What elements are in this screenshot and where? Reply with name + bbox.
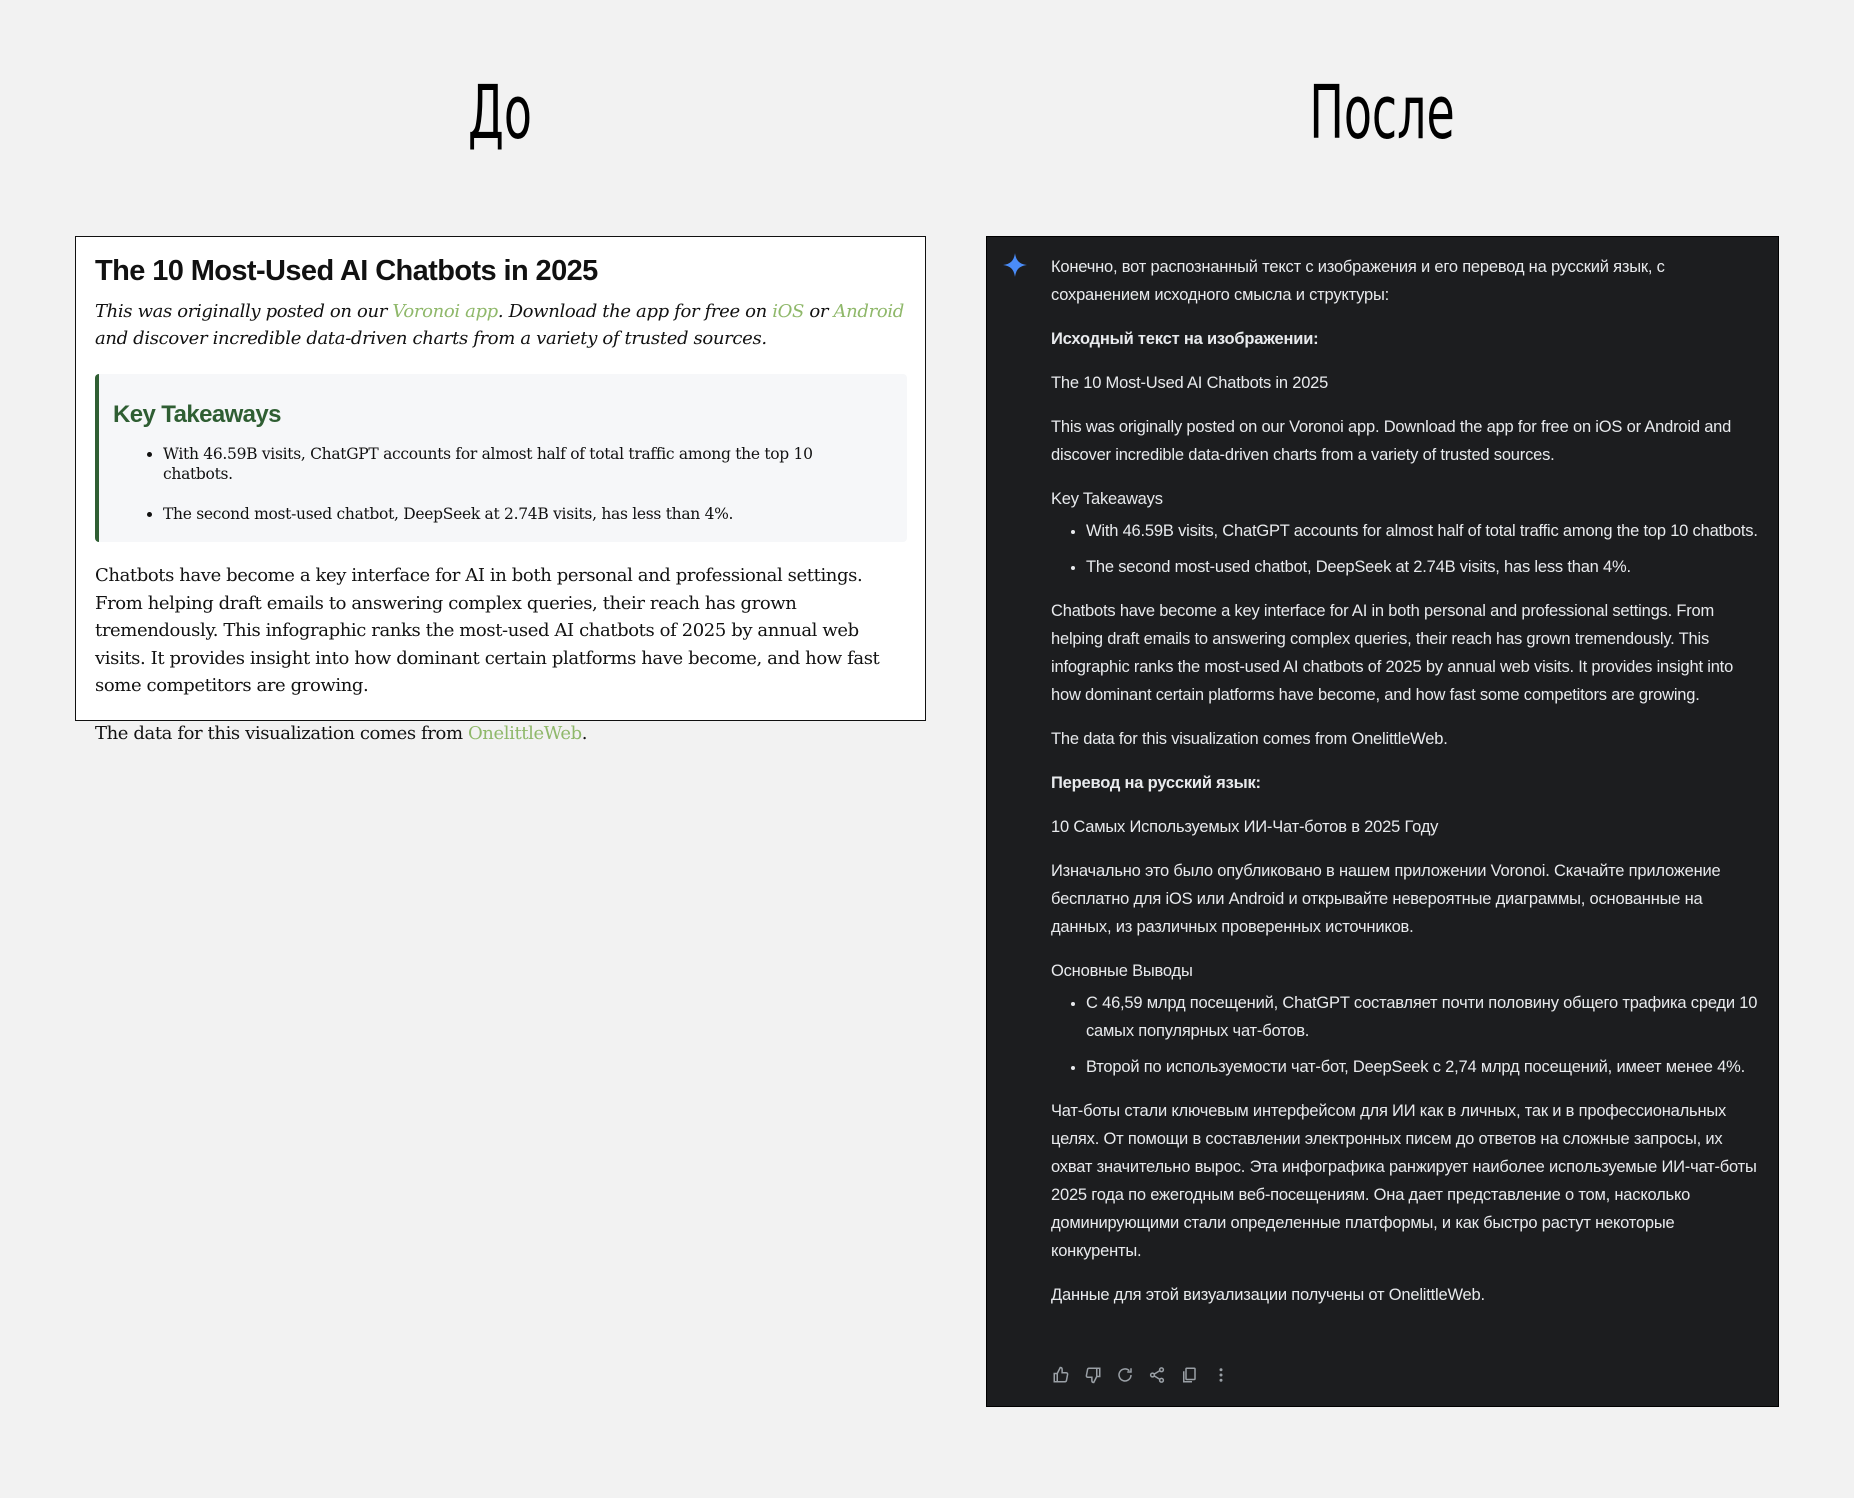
original-takeaways-list — [1051, 517, 1761, 581]
original-title: The 10 Most-Used AI Chatbots in 2025 — [1051, 374, 1329, 392]
regenerate-icon — [1116, 1366, 1134, 1384]
original-body: Chatbots have become a key interface for AI in both personal and professional settings. From helping draft emails to answering complex queries, their reach has grown tremendously. This infographic ranks the most-used AI chatbots of 2025 by annual web visits. It provides insight into how dominant certain platforms have become, and how fast some competitors are growing. — [1051, 602, 1734, 704]
response-actions-bar — [1051, 1365, 1231, 1385]
intro-text: or — [804, 301, 834, 322]
before-heading: До — [468, 70, 532, 156]
original-takeaway-item: • With 46.59B visits, ChatGPT accounts for almost half of total traffic among the top 10 chatbots. — [1086, 517, 1761, 545]
key-takeaways-box — [95, 374, 907, 542]
article-intro — [95, 298, 907, 352]
share-icon — [1148, 1366, 1166, 1384]
article-title: The 10 Most-Used AI Chatbots in 2025 — [95, 255, 598, 287]
more-options-button[interactable] — [1211, 1365, 1231, 1385]
copy-button[interactable] — [1179, 1365, 1199, 1385]
thumbs-down-button[interactable] — [1083, 1365, 1103, 1385]
onelittleweb-link[interactable]: OnelittleWeb — [467, 722, 582, 744]
intro-text: and discover incredible data-driven charts from a variety of trusted sources. — [95, 328, 767, 349]
translation-takeaway-item: • С 46,59 млрд посещений, ChatGPT составляет почти половину общего трафика среди 10 самых популярных чат-ботов. — [1086, 989, 1761, 1045]
translation-section-label: Перевод на русский язык: — [1051, 774, 1261, 792]
original-section-label: Исходный текст на изображении: — [1051, 330, 1319, 348]
thumbs-up-icon — [1052, 1366, 1070, 1384]
android-link[interactable]: Android — [833, 301, 904, 322]
translation-takeaways-title: Основные Выводы — [1051, 962, 1193, 980]
original-takeaway-item: • The second most-used chatbot, DeepSeek at 2.74B visits, has less than 4%. — [1086, 553, 1761, 581]
translation-title: 10 Самых Используемых ИИ-Чат-ботов в 2025 Году — [1051, 818, 1439, 836]
original-article-panel — [75, 236, 926, 744]
original-source: The data for this visualization comes from OnelittleWeb. — [1051, 730, 1448, 748]
source-text: The data for this visualization comes from — [95, 722, 468, 744]
translation-takeaway-item: • Второй по используемости чат-бот, DeepSeek с 2,74 млрд посещений, имеет менее 4%. — [1086, 1053, 1761, 1081]
thumbs-down-icon — [1084, 1366, 1102, 1384]
translation-body: Чат-боты стали ключевым интерфейсом для ИИ как в личных, так и в профессиональных целях. От помощи в составлении электронных писем до ответов на сложные запросы, их охват значительно вырос. Эта инфографика ранжирует наиболее используемые ИИ-чат-боты 2025 года по ежегодным веб-посещениям. Она дает представление о том, насколько доминирующими стали определенные платформы, и как быстро растут некоторые конкуренты. — [1051, 1102, 1757, 1260]
takeaway-item: • The second most-used chatbot, DeepSeek at 2.74B visits, has less than 4%. — [163, 504, 887, 524]
translation-takeaways-list — [1051, 989, 1761, 1081]
gemini-sparkle-icon — [1002, 252, 1028, 278]
regenerate-button[interactable] — [1115, 1365, 1135, 1385]
thumbs-up-button[interactable] — [1051, 1365, 1071, 1385]
after-heading: После — [1309, 70, 1455, 156]
ios-link[interactable]: iOS — [772, 301, 805, 322]
share-button[interactable] — [1147, 1365, 1167, 1385]
key-takeaways-title: Key Takeaways — [113, 401, 281, 428]
voronoi-app-link[interactable]: Voronoi app — [392, 301, 498, 322]
source-text: . — [581, 722, 588, 744]
intro-text: This was originally posted on our — [95, 301, 393, 322]
translation-intro: Изначально это было опубликовано в нашем приложении Voronoi. Скачайте приложение бесплатно для iOS или Android и открывайте невероятные диаграммы, основанные на данных, из различных проверенных источников. — [1051, 862, 1721, 936]
original-intro: This was originally posted on our Voronoi app. Download the app for free on iOS or Android and discover incredible data-driven charts from a variety of trusted sources. — [1051, 418, 1732, 464]
takeaways-list — [113, 444, 887, 524]
chat-response-panel — [986, 236, 1779, 1407]
more-options-icon — [1212, 1366, 1230, 1384]
takeaway-item: • With 46.59B visits, ChatGPT accounts for almost half of total traffic among the top 10 chatbots. — [163, 444, 887, 484]
original-takeaways-title: Key Takeaways — [1051, 490, 1163, 508]
article-source — [95, 720, 907, 747]
copy-icon — [1180, 1366, 1198, 1384]
translation-source: Данные для этой визуализации получены от OnelittleWeb. — [1051, 1286, 1485, 1304]
chat-message — [1051, 253, 1761, 1325]
intro-text: . Download the app for free on — [497, 301, 773, 322]
article-body: Chatbots have become a key interface for AI in both personal and professional settings. From helping draft emails to answering complex queries, their reach has grown tremendously. This infographic ranks the most-used AI chatbots of 2025 by annual web visits. It provides insight into how dominant certain platforms have become, and how fast some competitors are growing. — [95, 565, 880, 696]
chat-intro: Конечно, вот распознанный текст с изображения и его перевод на русский язык, с сохранением исходного смысла и структуры: — [1051, 258, 1665, 304]
